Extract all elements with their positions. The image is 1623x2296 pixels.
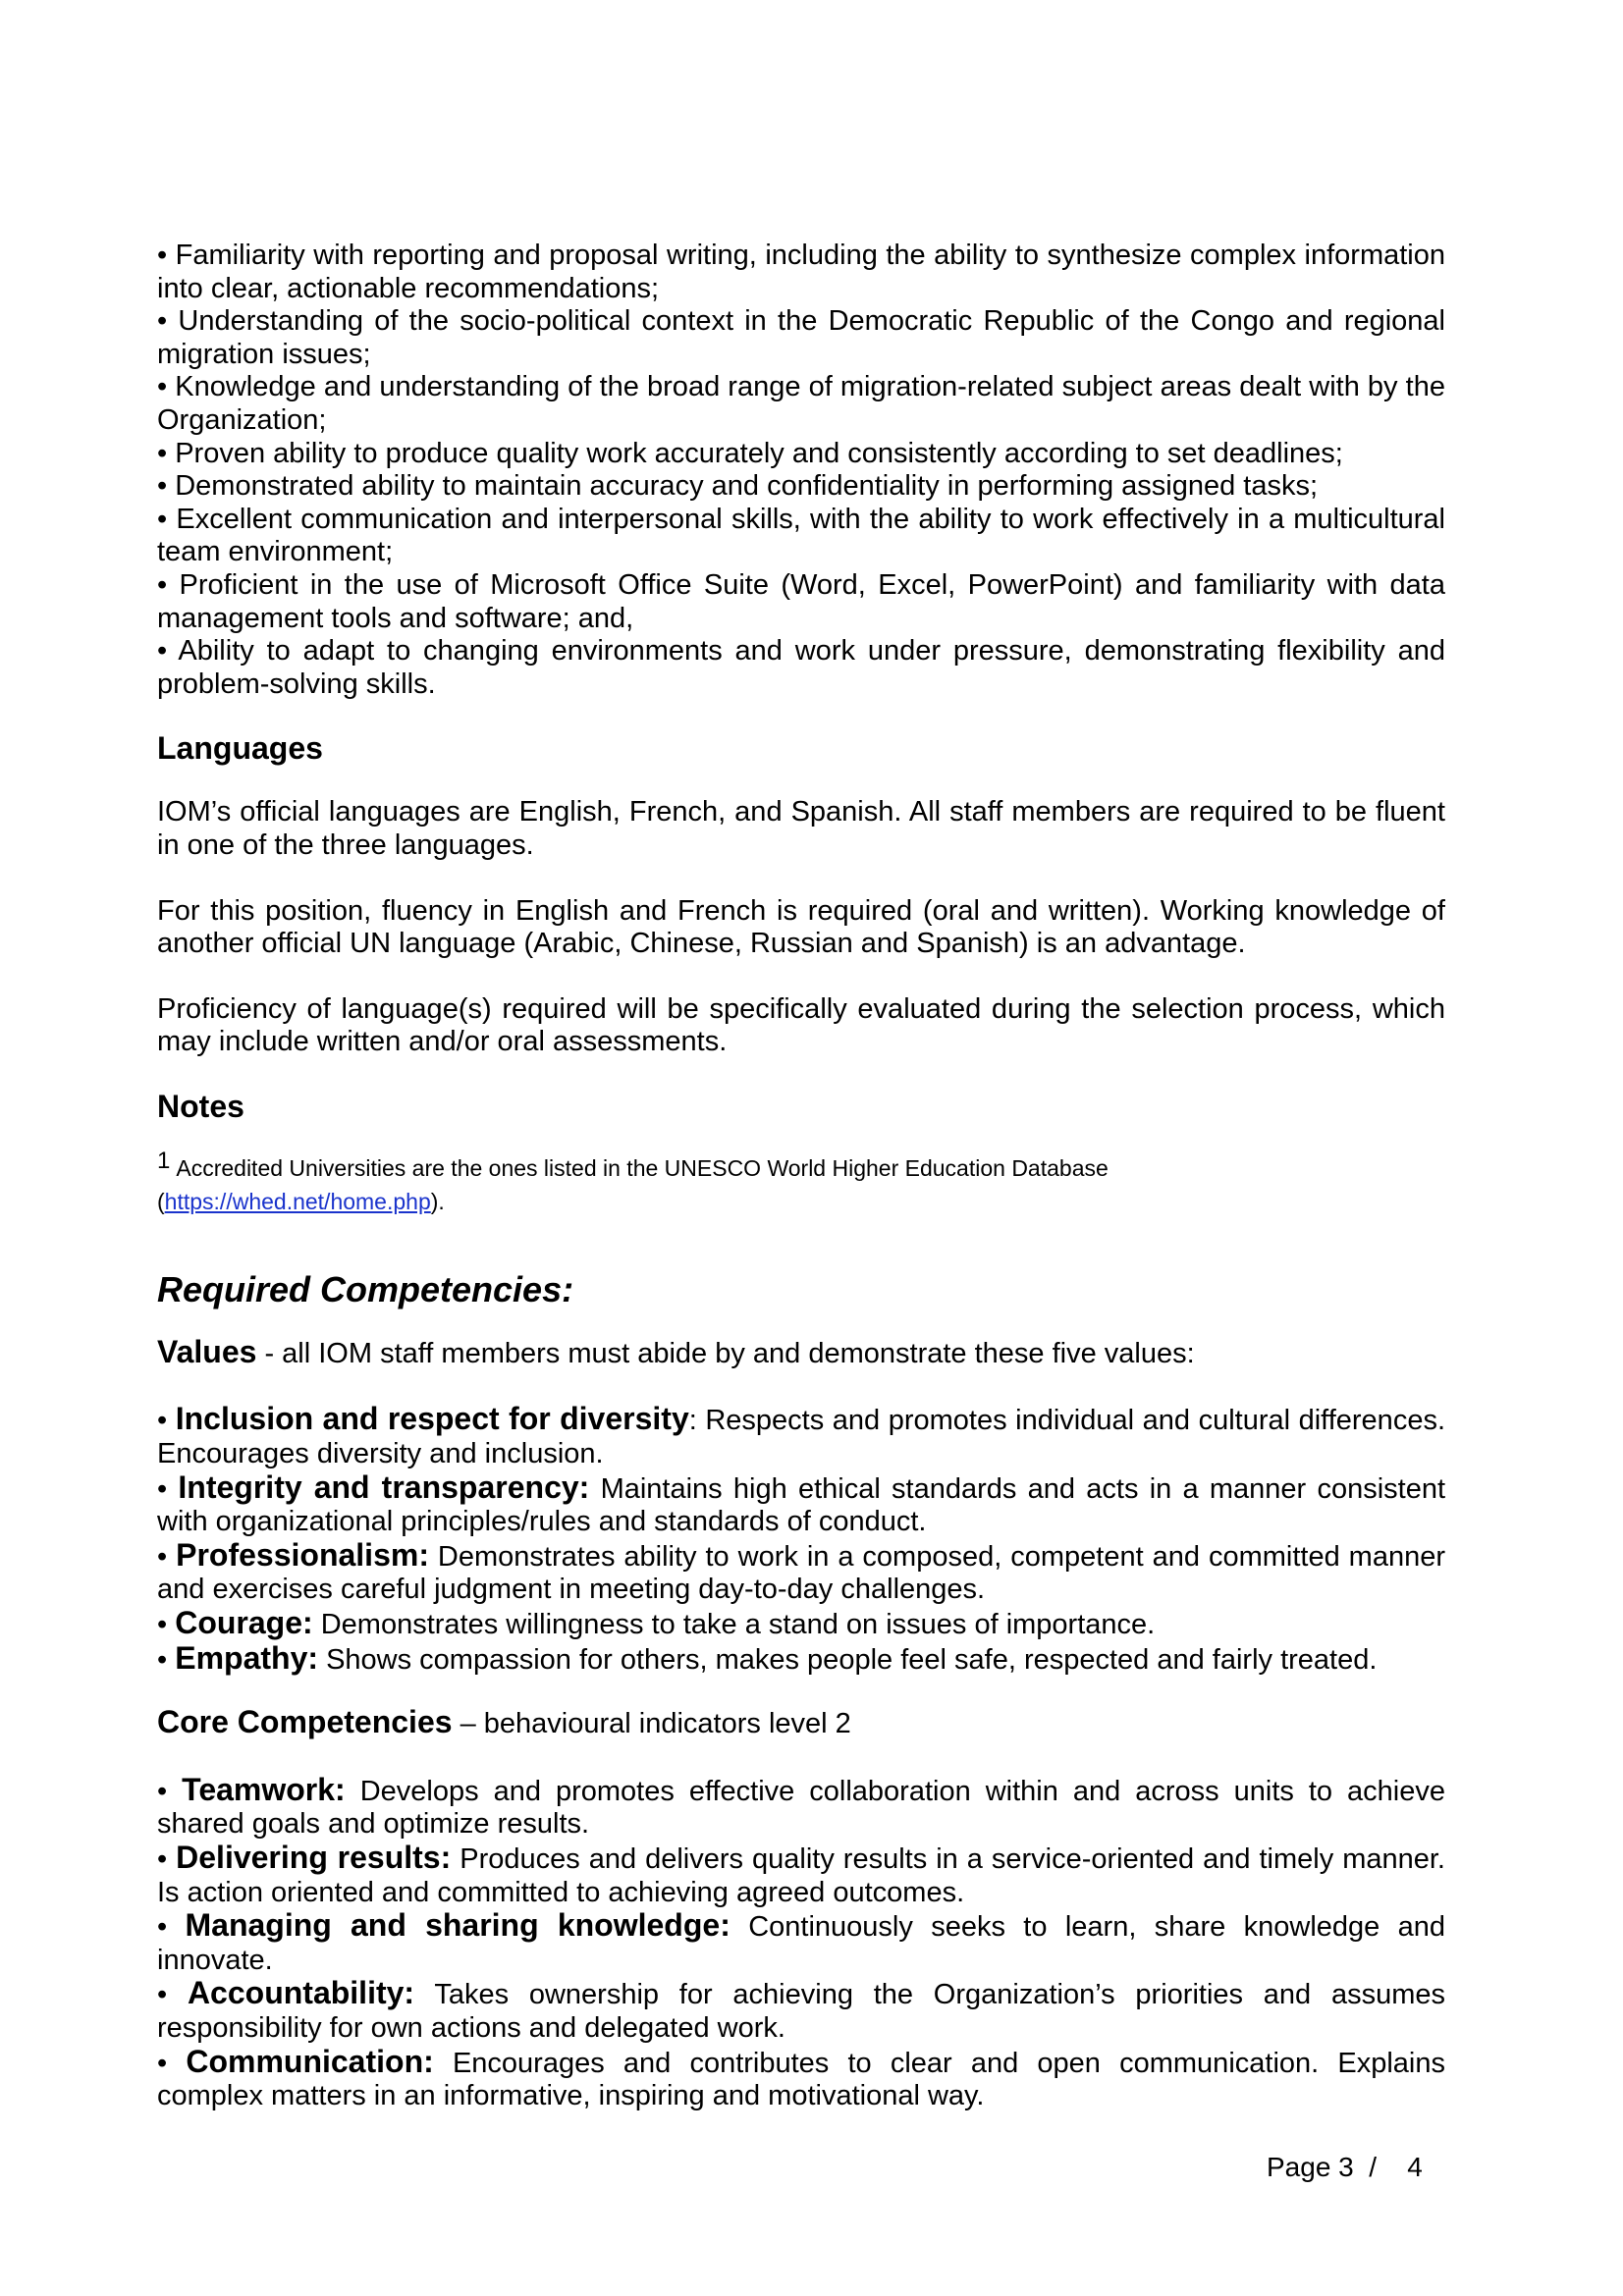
skills-bullet-list — [157, 240, 1445, 701]
languages-heading: Languages — [157, 730, 323, 767]
footnote-open-paren: ( — [157, 1188, 165, 1214]
page-number — [1267, 2152, 1423, 2183]
list-item: • Knowledge and understanding of the broad range of migration-related subject areas dealt with by the Organization; — [157, 371, 1445, 436]
list-item: • Communication: Encourages and contributes to clear and open communication. Explains complex matters in an informative, inspiring and motivational way. — [157, 2043, 1445, 2112]
core-desc: Develops and promotes effective collaboration within and across units to achieve shared goals and optimize results. — [157, 1775, 1445, 1841]
value-term: Professionalism: — [176, 1536, 429, 1573]
languages-paragraph-3: Proficiency of language(s) required will be specifically evaluated during the selection process, which may include written and/or oral assessments. — [157, 992, 1445, 1058]
footnote-text: Accredited Universities are the ones listed in the UNESCO World Higher Education Database — [176, 1154, 1109, 1181]
list-item: • Proficient in the use of Microsoft Office Suite (Word, Excel, PowerPoint) and familiarity with data management tools and software; and, — [157, 568, 1445, 634]
value-desc: Maintains high ethical standards and acts in a manner consistent with organizational principles/rules and standards of conduct. — [157, 1472, 1446, 1538]
value-term: Empathy: — [175, 1639, 319, 1676]
core-intro-text: – behavioural indicators level 2 — [452, 1708, 851, 1740]
value-term: Integrity and transparency: — [178, 1468, 590, 1505]
list-item: • Ability to adapt to changing environments and work under pressure, demonstrating flexibility and problem-solving skills. — [157, 635, 1445, 700]
core-desc: Produces and delivers quality results in a service-oriented and timely manner. Is action oriented and committed to achieving agreed outcomes. — [157, 1843, 1445, 1908]
core-desc: Takes ownership for achieving the Organization’s priorities and assumes responsibility for own actions and delegated work. — [157, 1979, 1445, 2044]
list-item: • Demonstrated ability to maintain accuracy and confidentiality in performing assigned tasks; — [157, 470, 1319, 503]
value-sep: : — [688, 1405, 697, 1437]
list-item: • Delivering results: Produces and delivers quality results in a service-oriented and timely manner. Is action oriented and committed to achieving agreed outcomes. — [157, 1840, 1445, 1908]
footnote-marker: 1 — [157, 1147, 171, 1174]
core-desc: Continuously seeks to learn, share knowledge and innovate. — [157, 1911, 1446, 1976]
list-item: • Integrity and transparency: Maintains high ethical standards and acts in a manner consistent with organizational principles/rules and standards of conduct. — [157, 1468, 1446, 1538]
core-desc: Encourages and contributes to clear and open communication. Explains complex matters in an informative, inspiring and motivational way. — [157, 2047, 1445, 2112]
list-item: • Professionalism: Demonstrates ability to work in a composed, competent and committed manner and exercises careful judgment in meeting day-to-day challenges. — [157, 1536, 1445, 1606]
core-term: Accountability: — [187, 1975, 415, 2011]
page-separator: / — [1353, 2152, 1408, 2182]
page-total: 4 — [1407, 2152, 1423, 2182]
languages-paragraph-2: For this position, fluency in English and French is required (oral and written). Working knowledge of another official UN language (Arabic, Chinese, Russian and Spanish) is an advantage. — [157, 894, 1445, 960]
value-term: Courage: — [175, 1605, 313, 1641]
core-term: Managing and sharing knowledge: — [185, 1907, 730, 1944]
core-competencies-list — [157, 1771, 1446, 2113]
list-item: • Familiarity with reporting and proposal writing, including the ability to synthesize complex information into clear, actionable recommendations; — [157, 240, 1445, 304]
required-competencies-heading: Required Competencies: — [157, 1268, 574, 1309]
core-term: Delivering results: — [176, 1840, 452, 1875]
page-content — [157, 240, 1445, 2113]
list-item: • Teamwork: Develops and promotes effective collaboration within and across units to achieve shared goals and optimize results. — [157, 1771, 1445, 1841]
list-item: • Inclusion and respect for diversity: Respects and promotes individual and cultural differences. Encourages diversity and inclusion. — [157, 1401, 1445, 1470]
list-item: • Excellent communication and interpersonal skills, with the ability to work effectively in a multicultural team environment; — [157, 503, 1445, 568]
list-item: • Understanding of the socio-political context in the Democratic Republic of the Congo and regional migration issues; — [157, 305, 1445, 370]
value-desc: Demonstrates willingness to take a stand on issues of importance. — [312, 1609, 1156, 1641]
values-intro — [157, 1333, 1445, 1371]
list-item: • Managing and sharing knowledge: Continuously seeks to learn, share knowledge and innovate. — [157, 1907, 1446, 1976]
core-intro — [157, 1706, 1445, 1741]
values-label: Values — [157, 1333, 257, 1369]
list-item: • Courage: Demonstrates willingness to take a stand on issues of importance. — [157, 1605, 1156, 1641]
core-term: Teamwork: — [182, 1771, 346, 1807]
footnote-close-paren: ). — [430, 1188, 445, 1214]
value-desc: Shows compassion for others, makes people feel safe, respected and fairly treated. — [318, 1643, 1378, 1676]
value-desc: Demonstrates ability to work in a composed, competent and committed manner and exercises careful judgment in meeting day-to-day challenges. — [157, 1540, 1445, 1606]
languages-paragraph-1: IOM’s official languages are English, French, and Spanish. All staff members are required to be fluent in one of the three languages. — [157, 796, 1445, 861]
footnote — [157, 1145, 1445, 1218]
whed-link[interactable]: https://whed.net/home.php — [164, 1188, 431, 1214]
values-list — [157, 1403, 1445, 1677]
values-intro-text: - all IOM staff members must abide by and demonstrate these five values: — [256, 1337, 1195, 1369]
value-desc: Respects and promotes individual and cultural differences. Encourages diversity and inclusion. — [157, 1405, 1445, 1470]
list-item: • Proven ability to produce quality work accurately and consistently according to set deadlines; — [157, 437, 1343, 469]
list-item: • Accountability: Takes ownership for achieving the Organization’s priorities and assumes responsibility for own actions and delegated work. — [157, 1975, 1445, 2044]
page-label: Page 3 — [1267, 2152, 1354, 2182]
value-term: Inclusion and respect for diversity — [175, 1401, 689, 1437]
core-label: Core Competencies — [157, 1704, 453, 1740]
core-term: Communication: — [186, 2043, 434, 2079]
list-item: • Empathy: Shows compassion for others, makes people feel safe, respected and fairly treated. — [157, 1639, 1378, 1676]
notes-heading: Notes — [157, 1088, 244, 1124]
